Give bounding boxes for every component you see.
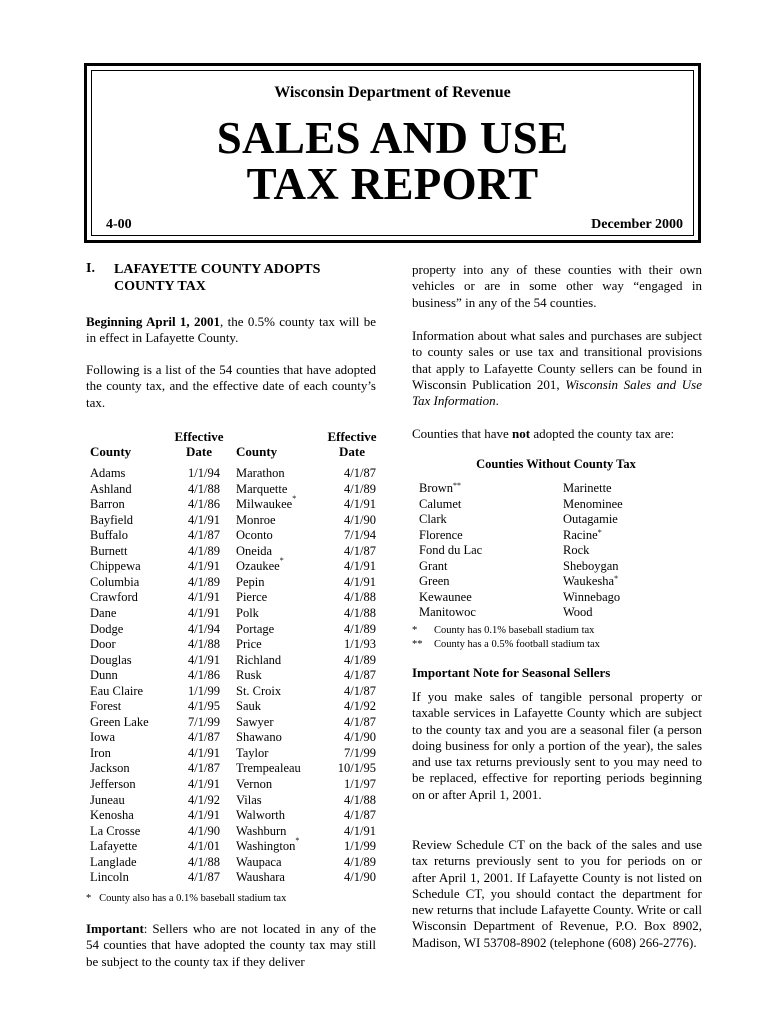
department-name: Wisconsin Department of Revenue [274, 84, 511, 101]
effective-date: 4/1/91 [344, 559, 376, 574]
county-name-text: Washington [236, 839, 296, 854]
effective-date: 4/1/90 [188, 823, 220, 838]
effective-date: 4/1/87 [344, 543, 376, 558]
effective-date: 4/1/88 [344, 792, 376, 807]
table-row [90, 575, 376, 591]
county-name [236, 513, 276, 528]
date-label-1: Date [186, 444, 212, 459]
effective-date: 4/1/91 [188, 652, 220, 667]
effective-label-1: Effective [174, 429, 224, 444]
table-footnote-text: County also has a 0.1% baseball stadium tax [99, 893, 287, 904]
no-tax-county [563, 590, 623, 606]
county-name [236, 730, 282, 745]
county-name: Lincoln [90, 870, 129, 885]
no-tax-county [563, 559, 623, 575]
no-tax-county [419, 605, 482, 621]
no-tax-county-name: Calumet [419, 496, 462, 511]
county-name-text: Ozaukee [236, 559, 280, 574]
no-tax-county-name: Rock [563, 543, 590, 557]
effective-date: 7/1/99 [344, 745, 376, 760]
fn1-text: County has 0.1% baseball stadium tax [434, 625, 595, 636]
effective-date: 7/1/99 [188, 714, 220, 729]
issue-date: December 2000 [591, 217, 683, 232]
effective-date: 4/1/95 [188, 699, 220, 714]
county-name [236, 528, 273, 543]
no-tax-county-name: Green [419, 574, 450, 588]
county-name [236, 715, 274, 730]
no-tax-county-name: Racine [563, 527, 598, 542]
effective-date: 4/1/88 [188, 481, 220, 496]
effective-date: 4/1/89 [188, 574, 220, 589]
county-name-text: Waushara [236, 870, 285, 885]
intro-paragraph [86, 314, 376, 347]
effective-date: 4/1/91 [188, 512, 220, 527]
effective-date: 4/1/88 [188, 854, 220, 869]
table-row [90, 793, 376, 809]
no-tax-county [419, 512, 482, 528]
report-title-line1: SALES AND USE [216, 113, 569, 163]
county-name: Iowa [90, 730, 115, 745]
important-label: Important [86, 921, 144, 936]
county-name: Dane [90, 605, 117, 620]
county-name: Barron [90, 497, 125, 512]
no-tax-county [419, 559, 482, 575]
effective-date: 4/1/87 [344, 714, 376, 729]
no-tax-county [563, 497, 623, 513]
table-row [90, 777, 376, 793]
table-row [90, 544, 376, 560]
table-row [90, 836, 376, 855]
county-name-text: Pepin [236, 574, 265, 589]
not-adopted-pre: Counties that have [412, 426, 513, 441]
county-name: Buffalo [90, 528, 128, 543]
county-name-text: Shawano [236, 730, 282, 745]
fn1-mark: * [412, 625, 418, 636]
table-footnote [86, 893, 286, 904]
seasonal-paragraph-2: Review Schedule CT on the back of the sales and use tax returns previously sent to you for periods on or after April 1, 2001. If Lafayette County is not listed on Schedule CT, you should contact the department for new returns that include Lafayette County. Write or call Wisconsin Department of Revenue, P.O. Box 8902, Madison, WI 53708-8902 (telephone (608) 266-2776). [412, 837, 702, 950]
effective-date: 4/1/86 [188, 497, 220, 512]
effective-date: 4/1/90 [344, 512, 376, 527]
no-tax-county [419, 497, 482, 513]
important-continued-paragraph: property into any of these counties with their own vehicles or are in some other way “engaged in business” in any of the 54 counties. [412, 262, 702, 310]
no-tax-county-name: Menominee [563, 496, 623, 511]
county-name [236, 870, 285, 885]
no-tax-county-name: Clark [419, 512, 447, 526]
effective-date: 4/1/87 [344, 808, 376, 823]
county-name-text: Rusk [236, 668, 262, 683]
stadium-tax-marker: ** [453, 481, 462, 490]
effective-date: 4/1/89 [344, 481, 376, 496]
no-tax-county-name: Wood [563, 605, 593, 619]
county-name: Green Lake [90, 714, 149, 729]
stadium-tax-marker: * [295, 836, 300, 846]
county-name-text: Milwaukee [236, 497, 293, 512]
no-tax-county [563, 605, 623, 621]
no-tax-footnote-2 [412, 639, 600, 650]
county-name: Adams [90, 466, 126, 480]
county-name: Chippewa [90, 559, 141, 574]
seasonal-heading: Important Note for Seasonal Sellers [412, 665, 611, 680]
no-tax-county [419, 590, 482, 606]
no-tax-county-name: Brown [419, 481, 454, 495]
effective-date: 10/1/95 [337, 761, 376, 776]
county-name-text: Oconto [236, 528, 273, 543]
effective-date: 1/1/97 [344, 777, 376, 791]
following-paragraph: Following is a list of the 54 counties that have adopted the county tax, and the effective date of each county’s tax. [86, 362, 376, 410]
effective-date: 4/1/89 [344, 652, 376, 667]
county-name [236, 606, 259, 621]
fn2-mark: ** [412, 639, 423, 650]
effective-date: 4/1/92 [344, 699, 376, 714]
table-row [90, 482, 376, 498]
seasonal-paragraph-1: If you make sales of tangible personal property or taxable services in Lafayette County which are subject to the county tax and you are a seasonal filer (a person doing business for only a portion of the year), the sales and use tax returns previously sent to you may need to be replaced, effective for reporting periods beginning on or after April 1, 2001. [412, 689, 702, 802]
county-name [236, 590, 267, 605]
information-end: . [495, 393, 499, 409]
county-name: Crawford [90, 590, 138, 605]
effective-date: 4/1/87 [188, 730, 220, 745]
county-name-text: Marathon [236, 466, 285, 480]
table-row [90, 513, 376, 529]
county-name: Douglas [90, 652, 132, 667]
effective-date: 4/1/89 [188, 543, 220, 558]
county-name: Eau Claire [90, 683, 144, 698]
county-name [236, 793, 262, 808]
not-adopted-post: adopted the county tax are: [530, 426, 675, 441]
county-name-text: Vernon [236, 777, 273, 791]
table-header-county-2: County [236, 444, 278, 459]
county-name-text: St. Croix [236, 683, 282, 698]
county-name: Ashland [90, 481, 132, 496]
county-name-text: Oneida [236, 543, 273, 558]
effective-date: 4/1/94 [188, 621, 220, 636]
important-text: : Sellers who are not located in any of the 54 counties that have adopted the county tax may still be subject to the county tax if they deliver [86, 921, 376, 969]
effective-date: 4/1/86 [188, 668, 220, 683]
county-name: Dunn [90, 668, 118, 683]
county-name [236, 808, 285, 823]
effective-date: 4/1/89 [344, 854, 376, 869]
county-name [236, 699, 261, 714]
effective-date: 4/1/91 [188, 745, 220, 760]
effective-date: 4/1/91 [188, 590, 220, 605]
section-title-line2: COUNTY TAX [114, 279, 206, 294]
county-name-text: Washburn [236, 823, 287, 838]
table-header-effective-2 [322, 429, 382, 459]
county-name-text: Vilas [236, 792, 262, 807]
no-tax-county [563, 481, 623, 497]
masthead-inner-border [91, 70, 694, 236]
effective-date: 4/1/91 [344, 823, 376, 838]
table-row [90, 528, 376, 544]
no-tax-footnote-1 [412, 625, 595, 636]
county-name: Door [90, 637, 116, 652]
effective-date: 1/1/99 [344, 839, 376, 854]
table-row [90, 870, 376, 886]
table-row [90, 466, 376, 482]
effective-label-2: Effective [327, 429, 377, 444]
no-tax-column-1 [419, 481, 482, 621]
effective-date: 4/1/92 [188, 792, 220, 807]
effective-date: 4/1/87 [188, 761, 220, 776]
effective-date: 4/1/01 [188, 839, 220, 854]
publication-title: Wisconsin Sales and Use Tax Information [412, 376, 702, 409]
effective-date: 4/1/88 [188, 637, 220, 652]
effective-date: 4/1/87 [344, 668, 376, 683]
stadium-tax-marker: * [292, 494, 297, 504]
date-label-2: Date [339, 444, 365, 459]
no-tax-column-2 [563, 481, 623, 621]
county-name: Dodge [90, 621, 124, 636]
county-name [236, 556, 284, 574]
county-name [236, 824, 286, 839]
table-row [90, 730, 376, 746]
county-name-text: Portage [236, 621, 275, 636]
table-row [90, 746, 376, 762]
county-name: Kenosha [90, 808, 134, 823]
no-tax-county-name: Outagamie [563, 512, 618, 526]
effective-date: 4/1/91 [344, 574, 376, 589]
not-adopted-bold: not [512, 426, 531, 441]
no-tax-county [563, 574, 623, 590]
effective-date: 4/1/91 [188, 777, 220, 791]
issue-number: 4-00 [106, 217, 132, 232]
no-tax-county [419, 543, 482, 559]
table-row [90, 855, 376, 871]
effective-date: 7/1/94 [344, 528, 376, 543]
no-tax-county [419, 481, 482, 497]
effective-date: 4/1/87 [344, 683, 376, 698]
county-name-text: Trempealeau [236, 761, 301, 776]
table-row [90, 590, 376, 606]
county-name [236, 637, 262, 652]
county-name [236, 855, 282, 870]
county-name: Juneau [90, 792, 125, 807]
table-row [90, 494, 376, 513]
county-name: Jackson [90, 761, 130, 776]
no-tax-county-name: Waukesha [563, 574, 615, 588]
information-paragraph [412, 328, 702, 409]
masthead [84, 63, 701, 243]
no-tax-county [419, 528, 482, 544]
effective-date: 1/1/99 [188, 683, 220, 698]
effective-date: 4/1/89 [344, 621, 376, 636]
county-name: Jefferson [90, 777, 136, 791]
effective-date: 1/1/93 [344, 637, 376, 652]
table-row [90, 606, 376, 622]
effective-date: 1/1/94 [188, 466, 220, 480]
county-name [236, 494, 297, 512]
not-adopted-intro [412, 426, 702, 442]
table-row [90, 684, 376, 700]
table-row [90, 824, 376, 840]
effective-date: 4/1/88 [344, 590, 376, 605]
no-tax-county-name: Fond du Lac [419, 543, 483, 557]
county-name-text: Taylor [236, 745, 269, 760]
county-name-text: Richland [236, 652, 282, 667]
county-name-text: Marquette [236, 481, 288, 496]
effective-date: 4/1/87 [344, 466, 376, 480]
county-name [236, 466, 285, 481]
effective-date: 4/1/91 [188, 808, 220, 823]
effective-date: 4/1/91 [188, 605, 220, 620]
no-tax-county-name: Grant [419, 558, 448, 573]
table-row [90, 637, 376, 653]
effective-date: 4/1/91 [188, 559, 220, 574]
table-row [90, 622, 376, 638]
county-name [236, 836, 300, 854]
county-name [236, 777, 272, 792]
report-title-line2: TAX REPORT [246, 159, 539, 209]
table-row [90, 715, 376, 731]
intro-rest: , the 0.5% county tax will be in effect in Lafayette County. [86, 314, 377, 346]
county-name-text: Sauk [236, 699, 261, 714]
stadium-tax-marker: * [614, 574, 619, 583]
county-name: Burnett [90, 543, 128, 558]
report-title [92, 115, 693, 207]
county-name [236, 575, 264, 590]
effective-date: 4/1/87 [188, 528, 220, 543]
county-name-text: Sawyer [236, 714, 274, 729]
no-tax-county [563, 543, 623, 559]
no-tax-county-name: Marinette [563, 481, 612, 495]
no-tax-county-name: Florence [419, 527, 463, 542]
section-title [114, 261, 374, 295]
intro-bold: Beginning April 1, 2001 [86, 314, 221, 329]
table-row [90, 699, 376, 715]
table-row [90, 668, 376, 684]
effective-date: 4/1/90 [344, 870, 376, 885]
important-paragraph [86, 921, 376, 970]
county-name [236, 746, 268, 761]
county-name: Iron [90, 745, 111, 760]
county-name [236, 482, 287, 497]
effective-date: 4/1/87 [188, 870, 220, 885]
county-name [236, 684, 281, 699]
no-tax-county [563, 512, 623, 528]
county-name: Columbia [90, 574, 140, 589]
no-tax-county-name: Sheboygan [563, 558, 619, 573]
county-name [236, 668, 262, 683]
section-title-line1: LAFAYETTE COUNTY ADOPTS [114, 262, 321, 277]
no-tax-county [563, 528, 623, 544]
section-number: I. [86, 261, 95, 276]
county-name: Bayfield [90, 512, 134, 527]
county-name: La Crosse [90, 823, 141, 838]
county-name-text: Waupaca [236, 854, 282, 869]
no-tax-county [419, 574, 482, 590]
table-row [90, 808, 376, 824]
county-name: Forest [90, 699, 122, 714]
table-row [90, 761, 376, 777]
table-header-county-1: County [90, 444, 132, 459]
table-header-effective-1 [168, 429, 230, 459]
county-name: Lafayette [90, 839, 138, 854]
fn2-text: County has a 0.5% football stadium tax [434, 639, 600, 650]
county-name-text: Pierce [236, 590, 268, 605]
effective-date: 4/1/90 [344, 730, 376, 745]
county-name-text: Monroe [236, 512, 276, 527]
effective-date: 4/1/91 [344, 497, 376, 512]
table-row [90, 556, 376, 575]
county-name: Langlade [90, 854, 137, 869]
county-name [236, 544, 272, 559]
county-name [236, 761, 301, 776]
no-tax-county-name: Winnebago [563, 589, 621, 604]
county-name [236, 653, 281, 668]
county-name-text: Walworth [236, 808, 285, 823]
no-tax-county-name: Manitowoc [419, 605, 476, 619]
table-footnote-mark: * [86, 893, 92, 904]
stadium-tax-marker: * [279, 556, 284, 566]
information-text: Information about what sales and purchases are subject to county sales or use tax and transitional provisions that apply to Lafayette County sellers can be found in Wisconsin Publication 201, [412, 328, 702, 392]
table-row [90, 653, 376, 669]
county-name-text: Polk [236, 605, 259, 620]
county-name [236, 622, 274, 637]
no-tax-county-name: Kewaunee [419, 589, 472, 604]
effective-date: 4/1/88 [344, 605, 376, 620]
county-name-text: Price [236, 637, 262, 652]
no-tax-table-title: Counties Without County Tax [476, 457, 636, 471]
stadium-tax-marker: * [597, 527, 602, 537]
